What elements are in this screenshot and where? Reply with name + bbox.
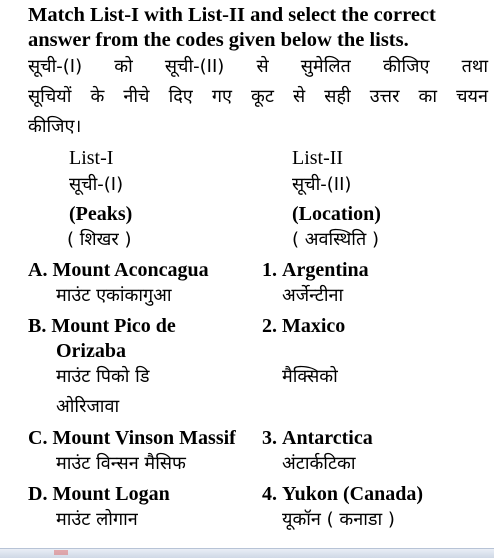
list2-title-hi: सूची-(II) — [292, 174, 352, 195]
instruction-en-line-2: answer from the codes given below the lists. — [28, 29, 409, 51]
pair-c-peak: C. Mount Vinson Massif — [28, 427, 236, 449]
pair-b-location: Maxico — [282, 315, 346, 337]
pair-d-peak-hi: माउंट लोगान — [56, 509, 138, 530]
list1-subtitle: (Peaks) — [69, 203, 133, 225]
pair-a-peak-hi: माउंट एकांकागुआ — [56, 285, 172, 306]
pair-b-peak-hi-cont: ओरिजावा — [56, 396, 120, 417]
pair-a-location-hi: अर्जेन्टीना — [282, 285, 344, 306]
list1-subtitle-hi: ( शिखर ) — [67, 229, 132, 250]
bottom-bar-marker — [54, 550, 68, 555]
list2-subtitle: (Location) — [292, 203, 381, 225]
pair-b-number: 2. — [262, 315, 277, 337]
instruction-hi-line-1: सूची-(I) को सूची-(II) से सुमेलित कीजिए तथा — [28, 56, 488, 77]
instruction-hi-line-2: सूचियों के नीचे दिए गए कूट से सही उत्तर का चयन — [28, 86, 488, 107]
pair-a-peak: A. Mount Aconcagua — [28, 259, 209, 281]
pair-d-peak: D. Mount Logan — [28, 483, 170, 505]
pair-b-peak-cont: Orizaba — [56, 340, 126, 362]
pair-d-number: 4. — [262, 483, 277, 505]
pair-b-peak: B. Mount Pico de — [28, 315, 176, 337]
pair-d-location-hi: यूकॉन ( कनाडा ) — [282, 509, 395, 530]
pair-c-number: 3. — [262, 427, 277, 449]
pair-a-number: 1. — [262, 259, 277, 281]
instruction-en-line-1: Match List-I with List-II and select the correct — [28, 4, 436, 26]
pair-d-location: Yukon (Canada) — [282, 483, 423, 505]
pair-c-location: Antarctica — [282, 427, 373, 449]
list1-title: List-I — [69, 147, 114, 169]
pair-c-peak-hi: माउंट विन्सन मैसिफ — [56, 453, 186, 474]
pair-b-location-hi: मैक्सिको — [282, 366, 338, 387]
pair-c-location-hi: अंटार्कटिका — [282, 453, 356, 474]
list2-subtitle-hi: ( अवस्थिति ) — [292, 229, 379, 250]
instruction-hi-line-3: कीजिए। — [28, 116, 82, 137]
pair-b-peak-hi: माउंट पिको डि — [56, 366, 150, 387]
pair-a-location: Argentina — [282, 259, 369, 281]
list2-title: List-II — [292, 147, 344, 169]
list1-title-hi: सूची-(I) — [69, 174, 124, 195]
